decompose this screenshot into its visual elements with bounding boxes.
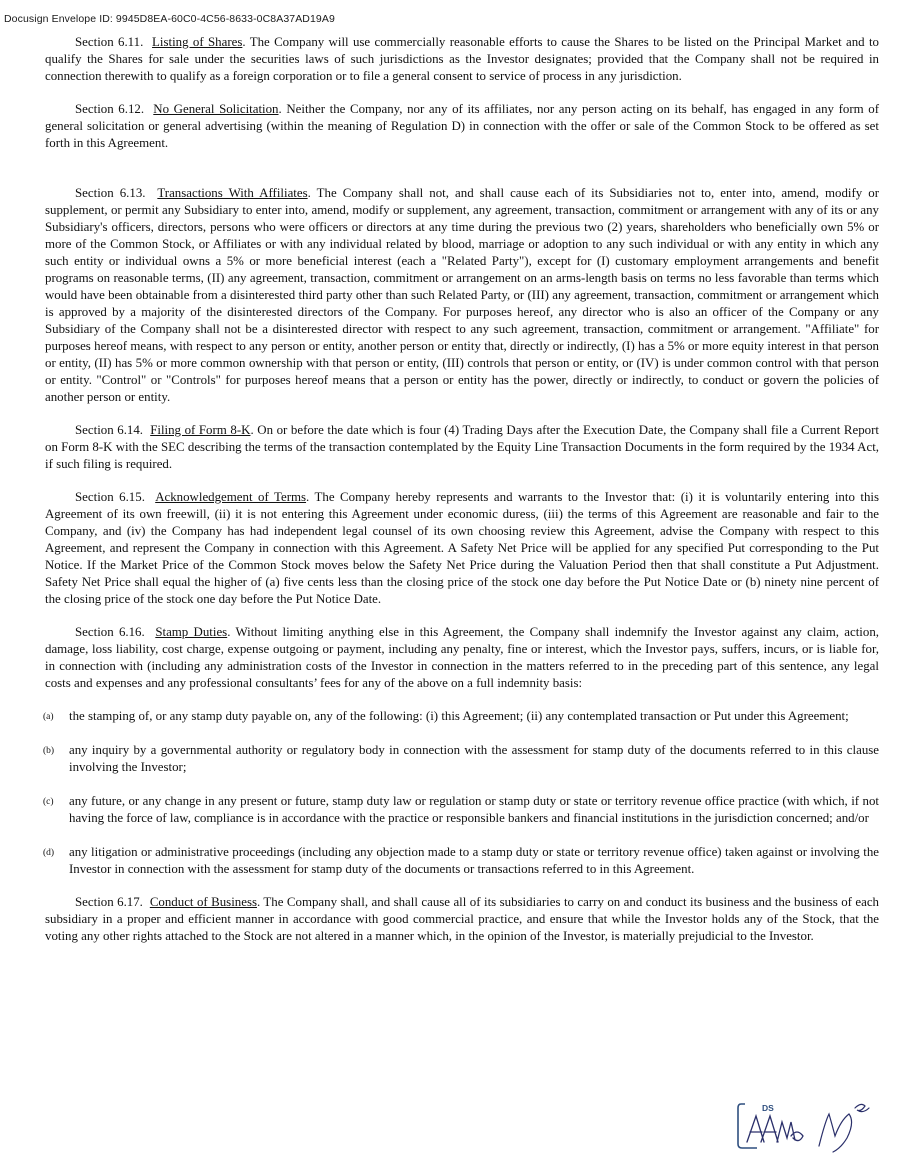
section-heading: Acknowledgement of Terms [155,490,307,504]
signature-initials-mark [747,1116,803,1142]
section-heading: Conduct of Business [149,895,257,909]
section-body: . Neither the Company, nor any of its affiliates, nor any person acting on its behalf, has engaged in any form of general solicitation or general advertising (within the meaning of Regulation D) in connection with the offer or sale of the Common Stock to be offered as set forth in this Agreement. [45,102,879,150]
section-6-15 [45,489,879,608]
item-marker: (b) [43,746,55,756]
stamp-duty-item-a [45,708,879,725]
section-number: Section 6.14. [75,423,144,437]
item-marker: (c) [43,797,54,807]
item-text: any inquiry by a governmental authority or regulatory body in connection with the assessment for stamp duty of the documents referred to in this clause involving the Investor; [69,743,879,774]
stamp-duty-item-d [45,844,879,878]
section-heading: No General Solicitation [153,102,279,116]
section-number: Section 6.15. [75,490,145,504]
section-6-17 [45,894,879,945]
docusign-initials-signature [735,1098,885,1158]
section-number: Section 6.17. [75,895,143,909]
section-6-16 [45,624,879,692]
stamp-duty-item-c [45,793,879,827]
section-6-14 [45,422,879,473]
item-marker: (d) [43,848,55,858]
section-body: . The Company shall, and shall cause all of its subsidiaries to carry on and conduct its business and the business of each subsidiary in a proper and efficient manner in accordance with good commercial practice, and ensure that while the Investor holds any of the Stock, that the voting any other rights attached to the Stock are not altered in a manner which, in the opinion of the Investor, is materially prejudicial to the Investor. [45,895,879,943]
section-number: Section 6.11. [75,35,144,49]
section-6-11 [45,34,879,85]
section-number: Section 6.13. [75,186,146,200]
section-heading: Filing of Form 8-K [150,423,251,437]
section-number: Section 6.12. [75,102,145,116]
section-heading: Listing of Shares [152,35,243,49]
section-body: . Without limiting anything else in this Agreement, the Company shall indemnify the Investor against any claim, action, damage, loss liability, cost charge, expense outgoing or payment, including any penalty, fine or interest, which the Investor pays, suffers, incurs, or is liable for, in connection with (including any administration costs of the Investor in connection in the matters referred to in the preceding part of this sentence, any legal costs and expenses and any professional consultants’ fees for any of the above on a full indemnity basis: [45,625,880,690]
item-marker: (a) [43,712,54,722]
section-body: . The Company hereby represents and warrants to the Investor that: (i) it is voluntarily entering into this Agreement of its own freewill, (ii) it is not entering this Agreement under economic duress, (iii) the terms of this Agreement are reasonable and fair to the Company, and (iv) the Company has had independent legal counsel of its own choosing review this Agreement, advise the Company with respect to this Agreement, and represent the Company in connection with this Agreement. A Safety Net Price will be applied for any specified Put corresponding to the Put Notice. If the Market Price of the Common Stock moves below the Safety Net Price during the Valuation Period then that shall constitute a Put Adjustment. Safety Net Price shall equal the higher of (a) five cents less than the closing price of the stock one day before the Put Notice Date or (b) ninety nine percent of the closing price of the stock one day before the Put Notice Date. [45,490,879,606]
item-text: the stamping of, or any stamp duty payable on, any of the following: (i) this Agreement; (ii) any contemplated transaction or Put under this Agreement; [69,709,849,723]
section-heading: Transactions With Affiliates [157,186,308,200]
section-6-13 [45,185,879,406]
item-text: any litigation or administrative proceedings (including any objection made to a stamp duty or state or territory revenue office) taken against or involving the Investor in connection with the assessment for stamp duty of the documents or transactions referred to in this Agreement. [69,845,879,876]
section-6-12 [45,101,879,152]
section-number: Section 6.16. [75,625,145,639]
item-text: any future, or any change in any present or future, stamp duty law or regulation or stamp duty or state or territory revenue office practice (with which, if not having the force of law, compliance is in accordance with the practice or responsible bankers and financial institutions in the jurisdiction concerned; and/or [69,794,879,825]
document-body [45,34,879,945]
signature-second-mark [819,1104,869,1152]
stamp-duty-item-b [45,742,879,776]
section-heading: Stamp Duties [155,625,228,639]
section-body: . The Company shall not, and shall cause each of its Subsidiaries not to, enter into, amend, modify or supplement, or permit any Subsidiary to enter into, amend, modify or supplement, any agreement, transaction, commitment or arrangement with any of its or any Subsidiary's officers, directors, persons who were officers or directors at any time during the previous two (2) years, shareholders who beneficially own 5% or more of the Common Stock, or Affiliates or with any individual related by blood, marriage or adoption to any such individual or with any entity in which any such entity or individual owns a 5% or more beneficial interest (each a "Related Party"), except for (I) customary employment arrangements and benefit programs on reasonable terms, (II) any agreement, transaction, commitment or arrangement on an arms-length basis on terms no less favorable than terms which would have been obtainable from a disinterested third party other than such Related Party, or (III) any agreement, transaction, commitment or arrangement which is approved by a majority of the disinterested directors of the Company. For purposes hereof, any director who is also an officer of the Company or any Subsidiary of the Company shall not be a disinterested director with respect to any such agreement, transaction, commitment or arrangement. "Affiliate" for purposes hereof means, with respect to any person or entity, another person or entity that, directly or indirectly, (I) has a 5% or more equity interest in that person or entity, (II) has 5% or more common ownership with that person or entity, (III) controls that person or entity, or (IV) is under common control with that person or entity. "Control" or "Controls" for purposes hereof means that a person or entity has the power, directly or indirectly, to conduct or govern the policies of another person or entity. [45,186,880,404]
section-body: . The Company will use commercially reasonable efforts to cause the Shares to be listed on the Principal Market and to qualify the Shares for sale under the securities laws of such jurisdictions as the Investor designates; provided that the Company shall not be required in connection therewith to qualify as a foreign corporation or to file a general consent to service of process in any jurisdiction. [45,35,880,83]
envelope-id: Docusign Envelope ID: 9945D8EA-60C0-4C56-8633-0C8A37AD19A9 [4,13,335,25]
section-body: . On or before the date which is four (4) Trading Days after the Execution Date, the Company shall file a Current Report on Form 8-K with the SEC describing the terms of the transaction contemplated by the Equity Line Transaction Documents in the form required by the 1934 Act, if such filing is required. [45,423,879,471]
signature-ds-tag: DS [762,1103,774,1113]
